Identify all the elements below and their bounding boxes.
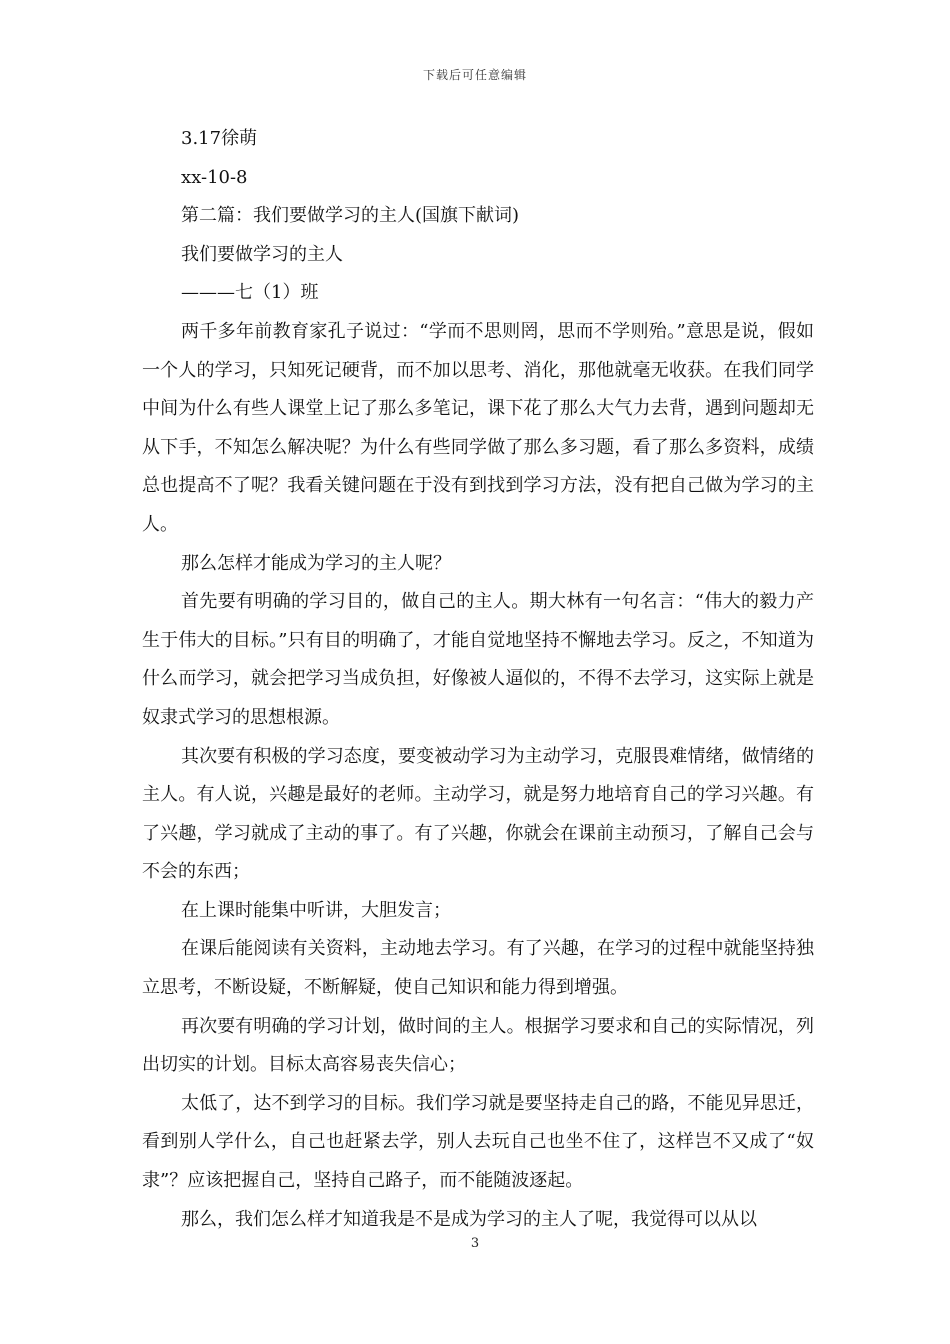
paragraph-question: 那么怎样才能成为学习的主人呢？: [181, 552, 451, 574]
paragraph-goals: 太低了，达不到学习的目标。我们学习就是要坚持走自己的路，不能见异思迁，看到别人学什么，自己也赶紧去学，别人去玩自己也坐不住了，这样岂不又成了“奴隶”？应该把握自己，坚持自己路子，而不能随波逐起。: [142, 1092, 814, 1192]
paragraph-in-class: 在上课时能集中听讲，大胆发言；: [181, 899, 451, 921]
page-header-note: 下载后可任意编辑: [422, 68, 527, 82]
paragraph-after-class: 在课后能阅读有关资料，主动地去学习。有了兴趣，在学习的过程中就能坚持独立思考，不断设疑，不断解疑，使自己知识和能力得到增强。: [142, 938, 814, 999]
section-heading: 第二篇：我们要做学习的主人(国旗下献词): [181, 205, 520, 227]
document-body: [142, 120, 814, 1239]
paragraph-attitude: 其次要有积极的学习态度，要变被动学习为主动学习，克服畏难情绪，做情绪的主人。有人说，兴趣是最好的老师。主动学习，就是努力地培育自己的学习兴趣。有了兴趣，学习就成了主动的事了。有了兴趣，你就会在课前主动预习，了解自己会与不会的东西；: [142, 745, 814, 883]
page-number: 3: [470, 1236, 480, 1251]
speech-title: 我们要做学习的主人: [181, 243, 343, 265]
paragraph-confucius: 两千多年前教育家孔子说过：“学而不思则罔，思而不学则殆。”意思是说，假如一个人的学习，只知死记硬背，而不加以思考、消化，那他就毫无收获。在我们同学中间为什么有些人课堂上记了那么多笔记，课下花了那么大气力去背，遇到问题却无从下手，不知怎么解决呢？为什么有些同学做了那么多习题，看了那么多资料，成绩总也提高不了呢？我看关键问题在于没有到找到学习方法，没有把自己做为学习的主人。: [142, 320, 814, 535]
paragraph-plan: 再次要有明确的学习计划，做时间的主人。根据学习要求和自己的实际情况，列出切实的计划。目标太高容易丧失信心；: [142, 1015, 814, 1076]
paragraph-purpose: 首先要有明确的学习目的，做自己的主人。期大林有一句名言：“伟大的毅力产生于伟大的目标。”只有目的明确了，才能自觉地坚持不懈地去学习。反之，不知道为什么而学习，就会把学习当成负担，好像被人逼似的，不得不去学习，这实际上就是奴隶式学习的思想根源。: [142, 591, 814, 728]
author-line: 3.17徐萌: [181, 128, 258, 149]
date-line: xx-10-8: [181, 166, 248, 188]
paragraph-closing: 那么，我们怎么样才知道我是不是成为学习的主人了呢，我觉得可以从以: [181, 1208, 757, 1230]
class-attribution: ———七（1）班: [181, 282, 319, 304]
